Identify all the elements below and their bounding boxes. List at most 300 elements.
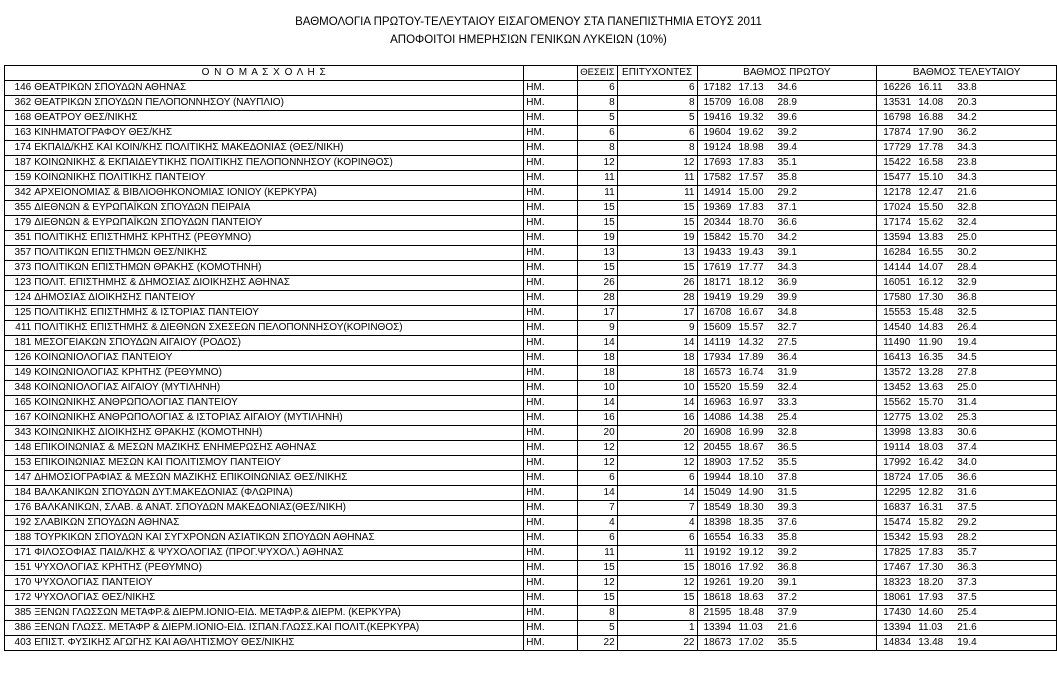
seats-cell: 6: [578, 531, 617, 546]
school-type: ΗΜ.: [524, 591, 578, 606]
first-score-cell: [697, 426, 877, 441]
school-type: ΗΜ.: [524, 441, 578, 456]
table-row: [5, 411, 1057, 426]
first-score-cell: [697, 531, 877, 546]
school-name: ΣΛΑΒΙΚΩΝ ΣΠΟΥΔΩΝ ΑΘΗΝΑΣ: [32, 516, 524, 531]
first-points: 19419: [703, 292, 732, 303]
admitted-cell: 28: [617, 291, 697, 306]
school-code: 373: [5, 261, 33, 276]
first-grade: 14.32: [738, 337, 764, 348]
school-name: ΔΗΜΟΣΙΑΣ ΔΙΟΙΚΗΣΗΣ ΠΑΝΤΕΙΟΥ: [32, 291, 524, 306]
first-grade: 18.12: [738, 277, 764, 288]
last-grade: 17.30: [918, 292, 944, 303]
last-percent: 32.8: [957, 202, 977, 213]
first-percent: 36.9: [777, 277, 797, 288]
first-points: 17582: [703, 172, 732, 183]
first-points: 18398: [703, 517, 732, 528]
first-percent: 37.8: [777, 472, 797, 483]
first-percent: 31.5: [777, 487, 797, 498]
last-score-cell: [877, 471, 1057, 486]
table-row: [5, 156, 1057, 171]
last-grade: 15.48: [918, 307, 944, 318]
first-percent: 37.6: [777, 517, 797, 528]
first-score-cell: [697, 501, 877, 516]
seats-cell: 13: [578, 246, 617, 261]
table-row: [5, 321, 1057, 336]
last-score-cell: [877, 576, 1057, 591]
last-percent: 32.5: [957, 307, 977, 318]
first-percent: 34.6: [777, 82, 797, 93]
first-points: 16554: [703, 532, 732, 543]
school-name: ΑΡΧΕΙΟΝΟΜΙΑΣ & ΒΙΒΛΙΟΘΗΚΟΝΟΜΙΑΣ ΙΟΝΙΟΥ (ΚΕΡΚΥΡΑ): [32, 186, 524, 201]
last-grade: 14.07: [918, 262, 944, 273]
school-type: ΗΜ.: [524, 246, 578, 261]
last-points: 12178: [883, 187, 912, 198]
last-score-cell: [877, 186, 1057, 201]
table-row: [5, 591, 1057, 606]
school-type: ΗΜ.: [524, 186, 578, 201]
admitted-cell: 7: [617, 501, 697, 516]
last-percent: 30.2: [957, 247, 977, 258]
first-points: 16573: [703, 367, 732, 378]
last-percent: 20.3: [957, 97, 977, 108]
last-percent: 28.2: [957, 532, 977, 543]
school-code: 181: [5, 336, 33, 351]
last-grade: 16.55: [918, 247, 944, 258]
last-points: 13998: [883, 427, 912, 438]
first-percent: 34.8: [777, 307, 797, 318]
last-grade: 13.83: [918, 427, 944, 438]
first-score-cell: [697, 591, 877, 606]
last-grade: 18.20: [918, 577, 944, 588]
last-points: 11490: [883, 337, 911, 348]
school-type: ΗΜ.: [524, 276, 578, 291]
last-points: 17580: [883, 292, 912, 303]
first-score-cell: [697, 636, 877, 651]
last-grade: 14.60: [918, 607, 944, 618]
first-score-cell: [697, 411, 877, 426]
school-code: 192: [5, 516, 33, 531]
last-score-cell: [877, 606, 1057, 621]
last-score-cell: [877, 96, 1057, 111]
first-points: 15049: [703, 487, 732, 498]
first-score-cell: [697, 141, 877, 156]
school-name: ΕΠΙΚΟΙΝΩΝΙΑΣ & ΜΕΣΩΝ ΜΑΖΙΚΗΣ ΕΝΗΜΕΡΩΣΗΣ ΑΘΗΝΑΣ: [32, 441, 524, 456]
table-row: [5, 576, 1057, 591]
last-percent: 23.8: [957, 157, 977, 168]
school-name: ΠΟΛΙΤΙΚΗΣ ΕΠΙΣΤΗΜΗΣ & ΔΙΕΘΝΩΝ ΣΧΕΣΕΩΝ ΠΕΛΟΠΟΝΝΗΣΟΥ(ΚΟΡΙΝΘΟΣ): [32, 321, 524, 336]
school-code: 174: [5, 141, 33, 156]
table-row: [5, 396, 1057, 411]
school-type: ΗΜ.: [524, 486, 578, 501]
last-score-cell: [877, 621, 1057, 636]
admitted-cell: 15: [617, 591, 697, 606]
seats-cell: 14: [578, 396, 617, 411]
first-score-cell: [697, 366, 877, 381]
document-subtitle: ΑΠΟΦΟΙΤΟΙ ΗΜΕΡΗΣΙΩΝ ΓΕΝΙΚΩΝ ΛΥΚΕΙΩΝ (10%): [390, 34, 667, 46]
first-grade: 18.35: [738, 517, 764, 528]
seats-cell: 11: [578, 171, 617, 186]
last-grade: 13.48: [918, 637, 944, 648]
seats-cell: 10: [578, 381, 617, 396]
last-grade: 17.30: [918, 562, 944, 573]
admitted-cell: 6: [617, 81, 697, 96]
last-points: 17729: [883, 142, 912, 153]
table-row: [5, 561, 1057, 576]
table-row: [5, 246, 1057, 261]
first-grade: 18.70: [738, 217, 764, 228]
last-score-cell: [877, 201, 1057, 216]
admitted-cell: 8: [617, 96, 697, 111]
school-code: 348: [5, 381, 33, 396]
first-grade: 18.98: [738, 142, 764, 153]
school-type: ΗΜ.: [524, 636, 578, 651]
school-code: 148: [5, 441, 33, 456]
school-type: ΗΜ.: [524, 501, 578, 516]
first-grade: 15.59: [738, 382, 764, 393]
last-points: 14834: [883, 637, 912, 648]
last-percent: 34.3: [957, 172, 977, 183]
first-points: 18903: [703, 457, 732, 468]
admitted-cell: 19: [617, 231, 697, 246]
admitted-cell: 6: [617, 471, 697, 486]
school-code: 167: [5, 411, 33, 426]
last-score-cell: [877, 501, 1057, 516]
first-points: 21595: [703, 607, 732, 618]
school-name: ΚΟΙΝΩΝΙΚΗΣ ΑΝΘΡΩΠΟΛΟΓΙΑΣ & ΙΣΤΟΡΙΑΣ ΑΙΓΑΙΟΥ (ΜΥΤΙΛΗΝΗ): [32, 411, 524, 426]
school-name: ΠΟΛΙΤΙΚΗΣ ΕΠΙΣΤΗΜΗΣ ΚΡΗΤΗΣ (ΡΕΘΥΜΝΟ): [32, 231, 524, 246]
last-grade: 18.03: [918, 442, 944, 453]
last-grade: 11.90: [918, 337, 943, 348]
school-code: 171: [5, 546, 33, 561]
table-row: [5, 531, 1057, 546]
seats-cell: 14: [578, 336, 617, 351]
first-percent: 37.2: [777, 592, 797, 603]
first-points: 18618: [703, 592, 732, 603]
admitted-cell: 22: [617, 636, 697, 651]
first-grade: 17.13: [738, 82, 764, 93]
last-grade: 17.83: [918, 547, 944, 558]
seats-cell: 15: [578, 261, 617, 276]
first-grade: 18.67: [738, 442, 764, 453]
admitted-cell: 14: [617, 396, 697, 411]
table-row: [5, 516, 1057, 531]
last-points: 17174: [883, 217, 912, 228]
first-grade: 17.83: [738, 157, 764, 168]
first-score-cell: [697, 516, 877, 531]
admitted-cell: 8: [617, 141, 697, 156]
first-percent: 39.4: [777, 142, 797, 153]
school-type: ΗΜ.: [524, 201, 578, 216]
last-points: 16837: [883, 502, 912, 513]
admitted-cell: 15: [617, 261, 697, 276]
first-grade: 14.90: [738, 487, 764, 498]
school-name: ΚΟΙΝΩΝΙΟΛΟΓΙΑΣ ΑΙΓΑΙΟΥ (ΜΥΤΙΛΗΝΗ): [32, 381, 524, 396]
first-grade: 17.83: [738, 202, 764, 213]
school-name: ΤΟΥΡΚΙΚΩΝ ΣΠΟΥΔΩΝ ΚΑΙ ΣΥΓΧΡΟΝΩΝ ΑΣΙΑΤΙΚΩΝ ΣΠΟΥΔΩΝ ΑΘΗΝΑΣ: [32, 531, 524, 546]
first-points: 14119: [703, 337, 731, 348]
last-percent: 21.6: [957, 622, 977, 633]
last-percent: 36.8: [957, 292, 977, 303]
first-grade: 17.02: [738, 637, 764, 648]
school-code: 165: [5, 396, 33, 411]
school-name: ΚΟΙΝΩΝΙΚΗΣ ΑΝΘΡΩΠΟΛΟΓΙΑΣ ΠΑΝΤΕΙΟΥ: [32, 396, 524, 411]
school-type: ΗΜ.: [524, 471, 578, 486]
first-score-cell: [697, 186, 877, 201]
school-type: ΗΜ.: [524, 141, 578, 156]
admitted-cell: 17: [617, 306, 697, 321]
school-code: 176: [5, 501, 33, 516]
first-percent: 27.5: [777, 337, 797, 348]
school-code: 385: [5, 606, 33, 621]
school-type: ΗΜ.: [524, 561, 578, 576]
seats-cell: 19: [578, 231, 617, 246]
first-score-cell: [697, 306, 877, 321]
school-type: ΗΜ.: [524, 351, 578, 366]
table-row: [5, 336, 1057, 351]
admitted-cell: 18: [617, 366, 697, 381]
last-grade: 15.10: [918, 172, 944, 183]
school-code: 187: [5, 156, 33, 171]
first-points: 20344: [703, 217, 732, 228]
table-row: [5, 486, 1057, 501]
seats-cell: 11: [578, 186, 617, 201]
last-percent: 34.5: [957, 352, 977, 363]
last-score-cell: [877, 246, 1057, 261]
school-type: ΗΜ.: [524, 261, 578, 276]
last-percent: 31.6: [957, 487, 977, 498]
last-score-cell: [877, 546, 1057, 561]
first-score-cell: [697, 396, 877, 411]
school-type: ΗΜ.: [524, 126, 578, 141]
school-code: 149: [5, 366, 33, 381]
seats-cell: 16: [578, 411, 617, 426]
last-points: 17430: [883, 607, 912, 618]
first-percent: 39.6: [777, 112, 797, 123]
school-type: ΗΜ.: [524, 426, 578, 441]
last-percent: 30.6: [957, 427, 977, 438]
last-score-cell: [877, 321, 1057, 336]
seats-cell: 12: [578, 441, 617, 456]
seats-cell: 15: [578, 201, 617, 216]
last-points: 13594: [883, 232, 912, 243]
school-type: ΗΜ.: [524, 336, 578, 351]
last-percent: 26.4: [957, 322, 977, 333]
last-score-cell: [877, 456, 1057, 471]
admitted-cell: 20: [617, 426, 697, 441]
first-grade: 18.63: [738, 592, 764, 603]
first-percent: 35.5: [777, 457, 797, 468]
last-points: 17874: [883, 127, 912, 138]
seats-cell: 8: [578, 96, 617, 111]
first-percent: 32.8: [777, 427, 797, 438]
first-grade: 17.57: [738, 172, 764, 183]
admitted-cell: 9: [617, 321, 697, 336]
last-percent: 37.5: [957, 592, 977, 603]
last-points: 17992: [883, 457, 912, 468]
last-grade: 16.35: [918, 352, 944, 363]
seats-cell: 18: [578, 351, 617, 366]
first-percent: 36.6: [777, 217, 797, 228]
last-percent: 25.0: [957, 232, 977, 243]
school-type: ΗΜ.: [524, 546, 578, 561]
table-row: [5, 621, 1057, 636]
school-name: ΚΟΙΝΩΝΙΚΗΣ & ΕΚΠΑΙΔΕΥΤΙΚΗΣ ΠΟΛΙΤΙΚΗΣ ΠΕΛΟΠΟΝΝΗΣΟΥ (ΚΟΡΙΝΘΟΣ): [32, 156, 524, 171]
table-row: [5, 636, 1057, 651]
last-score-cell: [877, 636, 1057, 651]
first-percent: 37.1: [777, 202, 797, 213]
admitted-cell: 18: [617, 351, 697, 366]
first-score-cell: [697, 111, 877, 126]
last-points: 19114: [883, 442, 911, 453]
table-row: [5, 81, 1057, 96]
seats-cell: 6: [578, 126, 617, 141]
last-score-cell: [877, 306, 1057, 321]
first-grade: 14.38: [738, 412, 764, 423]
admitted-cell: 14: [617, 336, 697, 351]
school-code: 188: [5, 531, 33, 546]
school-code: 146: [5, 81, 33, 96]
school-code: 151: [5, 561, 33, 576]
last-grade: 16.12: [918, 277, 944, 288]
table-row: [5, 291, 1057, 306]
seats-cell: 20: [578, 426, 617, 441]
school-name: ΠΟΛΙΤΙΚΩΝ ΕΠΙΣΤΗΜΩΝ ΘΡΑΚΗΣ (ΚΟΜΟΤΗΝΗ): [32, 261, 524, 276]
school-code: 179: [5, 216, 33, 231]
first-score-cell: [697, 456, 877, 471]
first-score-cell: [697, 231, 877, 246]
last-score-cell: [877, 261, 1057, 276]
table-row: [5, 426, 1057, 441]
first-points: 15520: [703, 382, 732, 393]
first-score-cell: [697, 606, 877, 621]
last-score-cell: [877, 171, 1057, 186]
first-percent: 36.4: [777, 352, 797, 363]
seats-cell: 12: [578, 456, 617, 471]
school-name: ΨΥΧΟΛΟΓΙΑΣ ΚΡΗΤΗΣ (ΡΕΘΥΜΝΟ): [32, 561, 524, 576]
admitted-cell: 12: [617, 456, 697, 471]
last-score-cell: [877, 591, 1057, 606]
first-score-cell: [697, 276, 877, 291]
school-name: ΚΟΙΝΩΝΙΚΗΣ ΠΟΛΙΤΙΚΗΣ ΠΑΝΤΕΙΟΥ: [32, 171, 524, 186]
last-points: 18724: [883, 472, 912, 483]
last-points: 18061: [883, 592, 912, 603]
school-name: ΔΙΕΘΝΩΝ & ΕΥΡΩΠΑΪΚΩΝ ΣΠΟΥΔΩΝ ΠΕΙΡΑΙΑ: [32, 201, 524, 216]
seats-cell: 8: [578, 141, 617, 156]
last-points: 13572: [883, 367, 912, 378]
school-code: 362: [5, 96, 33, 111]
admitted-cell: 13: [617, 246, 697, 261]
last-points: 16798: [883, 112, 912, 123]
last-percent: 34.3: [957, 142, 977, 153]
first-points: 19369: [703, 202, 732, 213]
school-name: ΞΕΝΩΝ ΓΛΩΣΣ. ΜΕΤΑΦΡ & ΔΙΕΡΜ.ΙΟΝΙΟ-ΕΙΔ. ΙΣΠΑΝ.ΓΛΩΣΣ.ΚΑΙ ΠΟΛΙΤ.(ΚΕΡΚΥΡΑ): [32, 621, 524, 636]
school-code: 124: [5, 291, 33, 306]
first-points: 15709: [703, 97, 732, 108]
last-percent: 25.0: [957, 382, 977, 393]
school-name: ΠΟΛΙΤ. ΕΠΙΣΤΗΜΗΣ & ΔΗΜΟΣΙΑΣ ΔΙΟΙΚΗΣΗΣ ΑΘΗΝΑΣ: [32, 276, 524, 291]
last-points: 14144: [883, 262, 912, 273]
last-score-cell: [877, 156, 1057, 171]
first-score-cell: [697, 546, 877, 561]
first-grade: 15.70: [738, 232, 764, 243]
last-points: 15562: [883, 397, 912, 408]
first-grade: 18.30: [738, 502, 764, 513]
last-points: 15477: [883, 172, 912, 183]
admitted-cell: 6: [617, 531, 697, 546]
last-points: 16226: [883, 82, 912, 93]
first-score-cell: [697, 621, 877, 636]
last-points: 15342: [883, 532, 912, 543]
last-score-cell: [877, 426, 1057, 441]
admitted-cell: 15: [617, 201, 697, 216]
seats-cell: 15: [578, 561, 617, 576]
school-name: ΒΑΛΚΑΝΙΚΩΝ, ΣΛΑΒ. & ΑΝΑΤ. ΣΠΟΥΔΩΝ ΜΑΚΕΔΟΝΙΑΣ(ΘΕΣ/ΝΙΚΗ): [32, 501, 524, 516]
last-grade: 14.83: [918, 322, 944, 333]
last-grade: 12.82: [918, 487, 944, 498]
table-row: [5, 441, 1057, 456]
admitted-cell: 6: [617, 126, 697, 141]
table-row: [5, 471, 1057, 486]
first-percent: 35.1: [777, 157, 797, 168]
table-row: [5, 111, 1057, 126]
school-name: ΕΚΠΑΙΔ/ΚΗΣ ΚΑΙ ΚΟΙΝ/ΚΗΣ ΠΟΛΙΤΙΚΗΣ ΜΑΚΕΔΟΝΙΑΣ (ΘΕΣ/ΝΙΚΗ): [32, 141, 524, 156]
last-score-cell: [877, 531, 1057, 546]
last-grade: 11.03: [918, 622, 943, 633]
first-percent: 28.9: [777, 97, 797, 108]
last-grade: 15.82: [918, 517, 944, 528]
last-points: 12295: [883, 487, 912, 498]
last-percent: 28.4: [957, 262, 977, 273]
last-grade: 13.83: [918, 232, 944, 243]
admitted-cell: 16: [617, 411, 697, 426]
school-type: ΗΜ.: [524, 456, 578, 471]
seats-cell: 15: [578, 591, 617, 606]
school-code: 342: [5, 186, 33, 201]
school-code: 125: [5, 306, 33, 321]
last-grade: 16.42: [918, 457, 944, 468]
last-percent: 34.0: [957, 457, 977, 468]
first-grade: 16.33: [738, 532, 764, 543]
first-points: 20455: [703, 442, 732, 453]
first-points: 17934: [703, 352, 732, 363]
last-percent: 32.9: [957, 277, 977, 288]
first-percent: 32.7: [777, 322, 797, 333]
table-row: [5, 186, 1057, 201]
first-percent: 39.2: [777, 127, 797, 138]
school-type: ΗΜ.: [524, 156, 578, 171]
admitted-cell: 5: [617, 111, 697, 126]
last-grade: 13.28: [918, 367, 944, 378]
school-code: 170: [5, 576, 33, 591]
first-score-cell: [697, 216, 877, 231]
admitted-cell: 10: [617, 381, 697, 396]
last-score-cell: [877, 366, 1057, 381]
first-grade: 19.32: [738, 112, 764, 123]
last-score-cell: [877, 381, 1057, 396]
last-grade: 12.47: [918, 187, 944, 198]
admitted-cell: 11: [617, 546, 697, 561]
seats-cell: 5: [578, 621, 617, 636]
first-percent: 39.3: [777, 502, 797, 513]
first-score-cell: [697, 156, 877, 171]
school-name: ΔΗΜΟΣΙΟΓΡΑΦΙΑΣ & ΜΕΣΩΝ ΜΑΖΙΚΗΣ ΕΠΙΚΟΙΝΩΝΙΑΣ ΘΕΣ/ΝΙΚΗΣ: [32, 471, 524, 486]
first-percent: 32.4: [777, 382, 797, 393]
admitted-cell: 12: [617, 576, 697, 591]
school-name: ΕΠΙΣΤ. ΦΥΣΙΚΗΣ ΑΓΩΓΗΣ ΚΑΙ ΑΘΛΗΤΙΣΜΟΥ ΘΕΣ/ΝΙΚΗΣ: [32, 636, 524, 651]
last-percent: 35.7: [957, 547, 977, 558]
admitted-cell: 11: [617, 186, 697, 201]
